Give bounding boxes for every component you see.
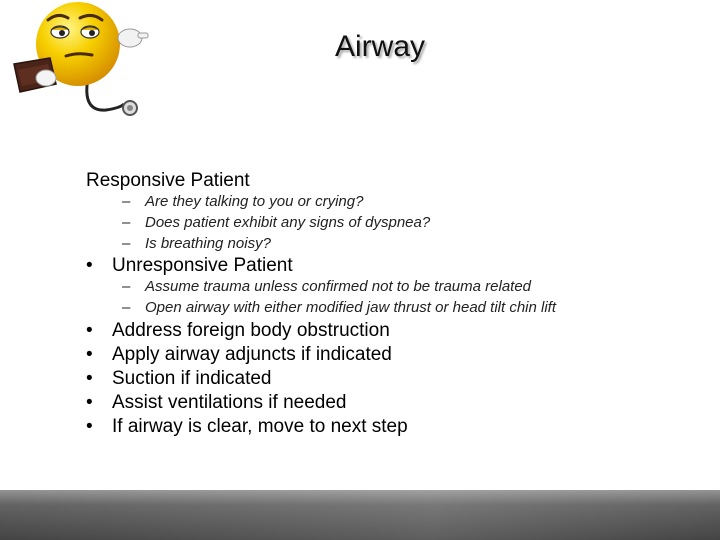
sub-item-text: Are they talking to you or crying? <box>145 193 364 210</box>
sub-item-text: Does patient exhibit any signs of dyspnea? <box>145 214 431 231</box>
sub-item-text: Assume trauma unless confirmed not to be trauma related <box>145 278 532 295</box>
bullet-marker: • <box>86 368 93 389</box>
sub-item-text: Open airway with either modified jaw thrust or head tilt chin lift <box>145 299 557 316</box>
list-item-text: Unresponsive Patient <box>112 255 293 276</box>
dash-marker: – <box>122 214 131 231</box>
bullet-marker: • <box>86 320 93 341</box>
list-item-text: Address foreign body obstruction <box>112 320 390 341</box>
dash-marker: – <box>122 193 131 210</box>
footer-shine <box>0 490 720 540</box>
list-item-text: Suction if indicated <box>112 368 272 389</box>
bullet-marker: • <box>86 344 93 365</box>
bullet-marker: • <box>86 392 93 413</box>
dash-marker: – <box>122 278 131 295</box>
list-item-text: Assist ventilations if needed <box>112 392 347 413</box>
dash-marker: – <box>122 235 131 252</box>
list-item-text: Responsive Patient <box>86 170 250 191</box>
doctor-smiley-icon <box>2 0 152 120</box>
list-item-text: Apply airway adjuncts if indicated <box>112 344 392 365</box>
slide-title: Airway <box>334 30 425 63</box>
bullet-marker: • <box>86 255 93 276</box>
bullet-marker: • <box>86 416 93 437</box>
list-item-text: If airway is clear, move to next step <box>112 416 408 437</box>
dash-marker: – <box>122 299 131 316</box>
sub-item-text: Is breathing noisy? <box>145 235 271 252</box>
